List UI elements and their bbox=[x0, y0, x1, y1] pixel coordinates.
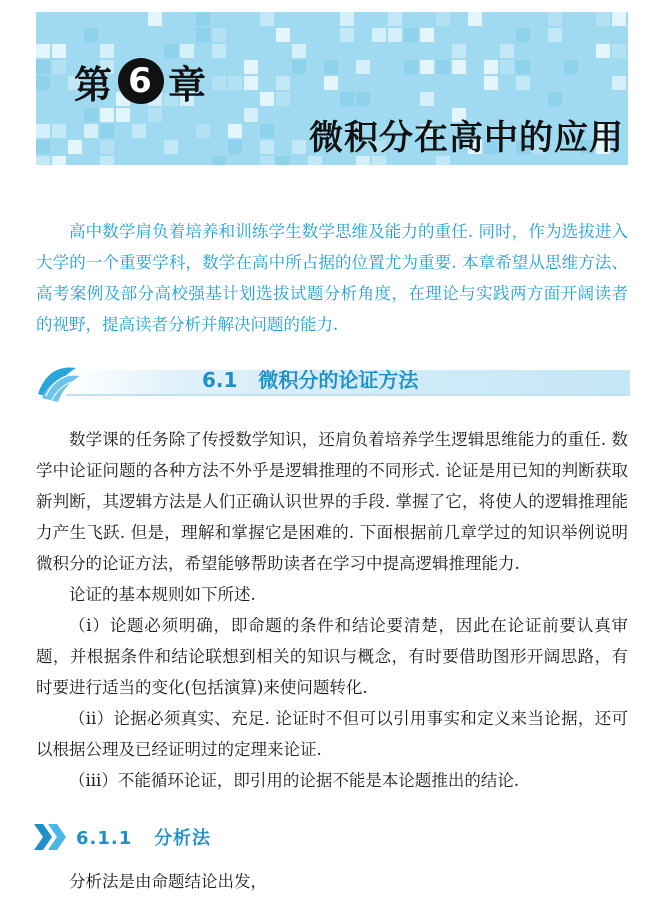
banner-tile bbox=[356, 60, 370, 74]
book-pages-icon bbox=[32, 360, 84, 404]
banner-tile bbox=[36, 44, 50, 58]
banner-tile bbox=[548, 12, 562, 26]
banner-tile bbox=[276, 92, 290, 106]
banner-tile bbox=[516, 28, 530, 42]
banner-tile bbox=[596, 12, 610, 26]
banner-tile bbox=[612, 76, 626, 90]
section-number: 6.1 bbox=[202, 368, 238, 392]
banner-tile bbox=[244, 76, 258, 90]
banner-tile bbox=[404, 60, 418, 74]
chapter-prefix: 第 bbox=[74, 61, 115, 107]
banner-tile bbox=[260, 156, 274, 165]
banner-tile bbox=[52, 156, 66, 165]
banner-tile bbox=[212, 76, 226, 90]
subsection-title bbox=[76, 824, 211, 850]
banner-tile bbox=[420, 92, 434, 106]
banner-tile bbox=[548, 92, 562, 106]
banner-tile bbox=[148, 108, 162, 122]
banner-tile bbox=[196, 124, 210, 138]
banner-tile bbox=[340, 28, 354, 42]
banner-tile bbox=[52, 44, 66, 58]
chapter-label bbox=[74, 56, 208, 106]
banner-tile bbox=[612, 44, 626, 58]
banner-tile bbox=[100, 140, 114, 154]
banner-tile bbox=[292, 44, 306, 58]
banner-tile bbox=[84, 124, 98, 138]
banner-tile bbox=[340, 12, 354, 26]
banner-tile bbox=[436, 12, 450, 26]
section-header bbox=[32, 360, 630, 404]
double-chevron-icon bbox=[34, 824, 68, 850]
chapter-title: 微积分在高中的应用 bbox=[309, 118, 624, 158]
banner-tile bbox=[212, 28, 226, 42]
banner-tile bbox=[276, 76, 290, 90]
banner-tile bbox=[100, 156, 114, 165]
body-paragraph: 论证的基本规则如下所述. bbox=[69, 585, 256, 604]
banner-tile bbox=[420, 28, 434, 42]
banner-tile bbox=[388, 28, 402, 42]
body-paragraph: （i）论题必须明确，即命题的条件和结论要清楚，因此在论证前要认真审题，并根据条件和结论联想到相关的知识与概念，有时要借助图形开阔思路，有时要进行适当的变化(包括演算)来使问题转化. bbox=[36, 616, 628, 697]
banner-tile bbox=[228, 76, 242, 90]
banner-tile bbox=[564, 60, 578, 74]
banner-tile bbox=[260, 92, 274, 106]
subsection-title-text: 分析法 bbox=[154, 828, 212, 849]
body-paragraph: （ii）论据必须真实、充足. 论证时不但可以引用事实和定义来当论据，还可以根据公理及已经证明过的定理来论证. bbox=[36, 709, 628, 759]
banner-tile bbox=[228, 140, 242, 154]
banner-tile bbox=[148, 12, 162, 26]
banner-tile bbox=[36, 76, 50, 90]
banner-tile bbox=[132, 124, 146, 138]
banner-tile bbox=[276, 28, 290, 42]
banner-tile bbox=[548, 28, 562, 42]
banner-tile bbox=[84, 108, 98, 122]
body-paragraph: 数学课的任务除了传授数学知识，还肩负着培养学生逻辑思维能力的重任. 数学中论证问题的各种方法不外乎是逻辑推理的不同形式. 论证是用已知的判断获取新判断，其逻辑方法是人们正确认识世界的手段. 掌握了它，将使人的逻辑推理能力产生飞跃. 但是，理解和掌握它是困难的. 下面根据前几章学过的知识举例说明微积分的论证方法，希望能够帮助读者在学习中提高逻辑推理能力. bbox=[36, 430, 628, 573]
banner-tile bbox=[84, 28, 98, 42]
subsection-header bbox=[34, 822, 211, 852]
banner-tile bbox=[196, 28, 210, 42]
banner-tile bbox=[420, 60, 434, 74]
section-title bbox=[202, 364, 418, 393]
section-body bbox=[36, 424, 628, 796]
banner-tile bbox=[36, 60, 50, 74]
banner-tile bbox=[484, 76, 498, 90]
banner-tile bbox=[340, 92, 354, 106]
banner-tile bbox=[116, 108, 130, 122]
body-line-truncated: 分析法是由命题结论出发， bbox=[69, 872, 267, 891]
banner-tile bbox=[356, 92, 370, 106]
banner-tile bbox=[36, 140, 50, 154]
banner-tile bbox=[436, 60, 450, 74]
banner-tile bbox=[36, 124, 50, 138]
banner-tile bbox=[36, 156, 50, 165]
banner-tile bbox=[228, 124, 242, 138]
banner-tile bbox=[596, 44, 610, 58]
banner-tile bbox=[516, 60, 530, 74]
banner-tile bbox=[468, 12, 482, 26]
banner-tile bbox=[404, 28, 418, 42]
banner-tile bbox=[292, 140, 306, 154]
banner-tile bbox=[244, 60, 258, 74]
banner-tile bbox=[100, 108, 114, 122]
banner-tile bbox=[452, 60, 466, 74]
banner-tile bbox=[276, 156, 290, 165]
banner-tile bbox=[500, 44, 514, 58]
banner-tile bbox=[260, 140, 274, 154]
banner-tile bbox=[244, 108, 258, 122]
banner-tile bbox=[52, 124, 66, 138]
chapter-intro: 高中数学肩负着培养和训练学生数学思维及能力的重任. 同时，作为选拔进入大学的一个重要学科，数学在高中所占据的位置尤为重要. 本章希望从思维方法、高考案例及部分高校强基计划选拔试题分析角度，在理论与实践两方面开阔读者的视野，提高读者分析并解决问题的能力. bbox=[36, 222, 628, 334]
body-paragraph: （iii）不能循环论证，即引用的论据不能是本论题推出的结论. bbox=[69, 771, 520, 790]
banner-tile bbox=[372, 28, 386, 42]
banner-tile bbox=[52, 60, 66, 74]
chapter-suffix: 章 bbox=[168, 61, 209, 107]
banner-tile bbox=[212, 156, 226, 165]
section-title-text: 微积分的论证方法 bbox=[258, 368, 419, 392]
chapter-number-badge: 6 bbox=[118, 58, 164, 104]
banner-tile bbox=[324, 76, 338, 90]
banner-tile bbox=[68, 140, 82, 154]
banner-tile bbox=[612, 12, 626, 26]
banner-tile bbox=[516, 76, 530, 90]
banner-tile bbox=[452, 44, 466, 58]
banner-tile bbox=[212, 44, 226, 58]
banner-tile bbox=[388, 12, 402, 26]
banner-tile bbox=[164, 140, 178, 154]
banner-tile bbox=[260, 124, 274, 138]
banner-tile bbox=[100, 124, 114, 138]
banner-tile bbox=[324, 60, 338, 74]
banner-tile bbox=[260, 12, 274, 26]
subsection-number: 6.1.1 bbox=[76, 828, 133, 849]
banner-tile bbox=[484, 60, 498, 74]
banner-tile bbox=[196, 12, 210, 26]
banner-tile bbox=[500, 60, 514, 74]
banner-tile bbox=[292, 60, 306, 74]
